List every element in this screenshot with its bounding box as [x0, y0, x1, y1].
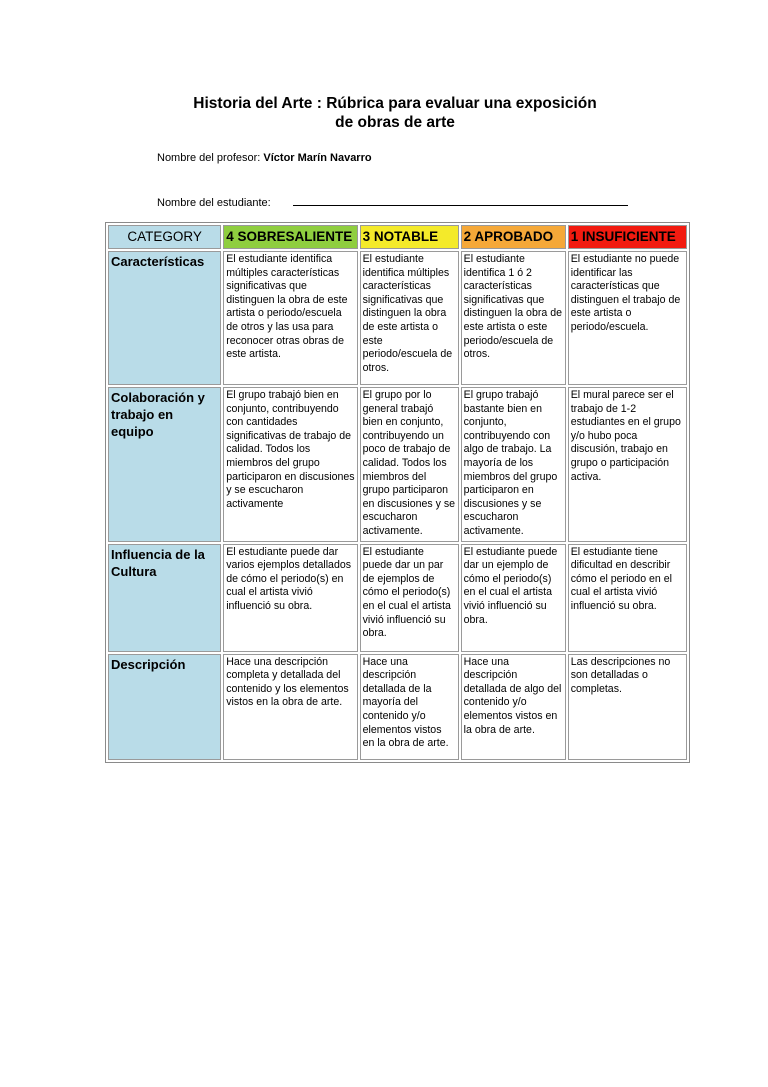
table-cell: El estudiante identifica múltiples características significativas que distinguen la obra de este artista o este periodo/escuela de otros. — [360, 251, 459, 385]
student-label: Nombre del estudiante: — [157, 197, 271, 209]
header-category: CATEGORY — [108, 225, 221, 249]
table-cell: Las descripciones no son detalladas o completas. — [568, 654, 687, 760]
table-cell: El estudiante puede dar varios ejemplos detallados de cómo el periodo(s) en cual el artista vivió influenció su obra. — [223, 544, 357, 652]
title-line-1: Historia del Arte : Rúbrica para evaluar una exposición — [193, 95, 597, 112]
table-cell: El grupo trabajó bastante bien en conjunto, contribuyendo con algo de trabajo. La mayoría de los miembros del grupo participaron en discusiones y se escucharon activamente. — [461, 387, 566, 542]
table-cell: Hace una descripción detallada de la mayoría del contenido y/o elementos vistos en la obra de arte. — [360, 654, 459, 760]
rubric-table — [105, 222, 690, 763]
table-cell: Hace una descripción completa y detallada del contenido y los elementos vistos en la obra de arte. — [223, 654, 357, 760]
document-title — [150, 94, 640, 132]
row-category: Colaboración y trabajo en equipo — [108, 387, 221, 542]
table-cell: El estudiante tiene dificultad en describir cómo el periodo en el cual el artista vivió influenció su obra. — [568, 544, 687, 652]
table-cell: El grupo por lo general trabajó bien en conjunto, contribuyendo un poco de trabajo de calidad. Todos los miembros del grupo participaron en discusiones y se escucharon activamente. — [360, 387, 459, 542]
table-cell: El estudiante identifica 1 ó 2 características significativas que distinguen la obra de este artista o este periodo/escuela de otros. — [461, 251, 566, 385]
student-line — [157, 197, 271, 209]
row-category: Características — [108, 251, 221, 385]
student-name-blank — [293, 205, 628, 206]
header-level-4: 4 SOBRESALIENTE — [223, 225, 357, 249]
row-category: Influencia de la Cultura — [108, 544, 221, 652]
table-cell: El estudiante identifica múltiples características significativas que distinguen la obra de este artista o periodo/escuela de otros y las usa para reconocer otras obras de este artista. — [223, 251, 357, 385]
header-row — [108, 225, 687, 249]
header-level-3: 3 NOTABLE — [360, 225, 459, 249]
professor-label: Nombre del profesor: — [157, 152, 261, 164]
header-level-1: 1 INSUFICIENTE — [568, 225, 687, 249]
table-cell: Hace una descripción detallada de algo del contenido y/o elementos vistos en la obra de arte. — [461, 654, 566, 760]
table-cell: El grupo trabajó bien en conjunto, contribuyendo con cantidades significativas de trabajo de calidad. Todos los miembros del grupo participaron en discusiones y se escucharon activamente — [223, 387, 357, 542]
row-category: Descripción — [108, 654, 221, 760]
table-cell: El estudiante puede dar un par de ejemplos de cómo el periodo(s) en el cual el artista vivió influenció su obra. — [360, 544, 459, 652]
table-cell: El mural parece ser el trabajo de 1-2 estudiantes en el grupo y/o hubo poca discusión, trabajo en grupo o participación activa. — [568, 387, 687, 542]
professor-name: Víctor Marín Navarro — [263, 152, 372, 164]
title-line-2: de obras de arte — [335, 114, 455, 131]
table-row — [108, 544, 687, 652]
professor-line — [157, 152, 372, 164]
table-cell: El estudiante puede dar un ejemplo de cómo el periodo(s) en el cual el artista vivió influenció su obra. — [461, 544, 566, 652]
table-row — [108, 387, 687, 542]
table-cell: El estudiante no puede identificar las características que distinguen el trabajo de este artista o periodo/escuela. — [568, 251, 687, 385]
header-level-2: 2 APROBADO — [461, 225, 566, 249]
table-row — [108, 654, 687, 760]
table-row — [108, 251, 687, 385]
